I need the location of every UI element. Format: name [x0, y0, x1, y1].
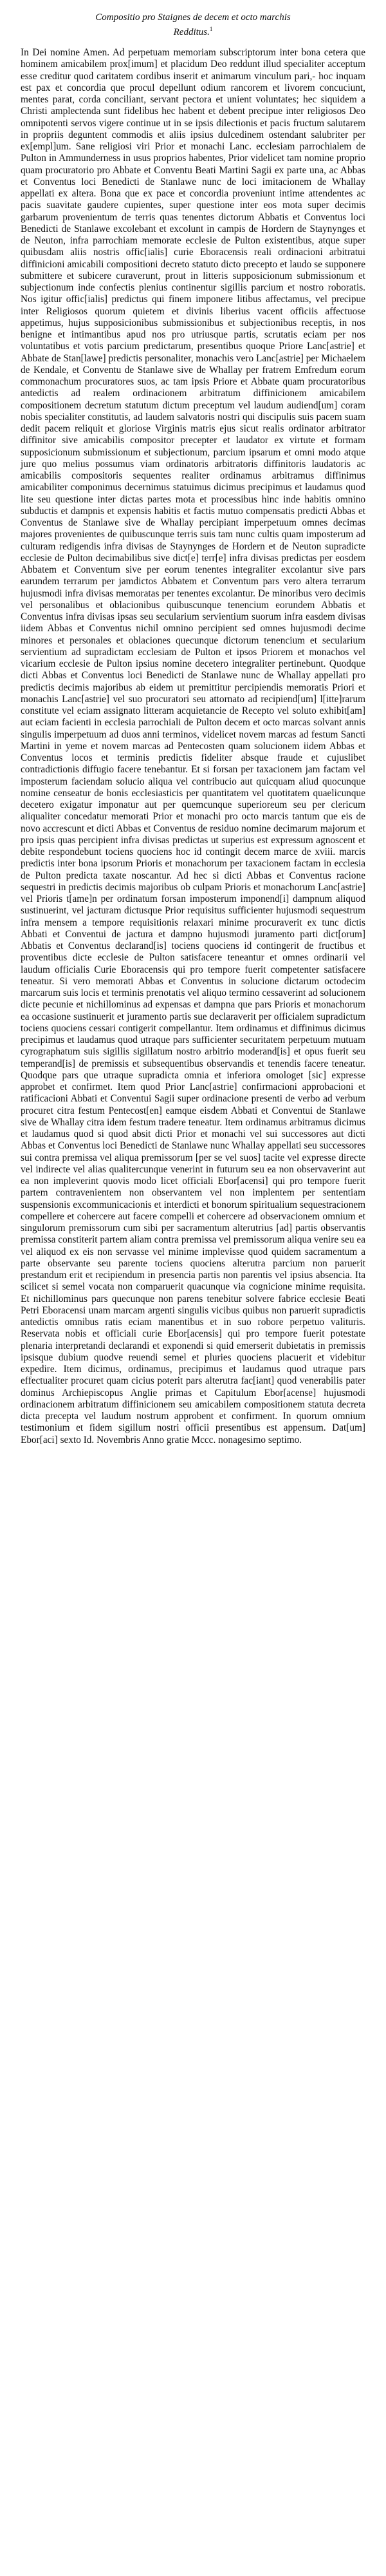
title-line-1: Compositio pro Staignes de decem et octo marchis: [95, 12, 291, 23]
footnote-mark: 1: [209, 26, 213, 32]
title-line-2-text: Redditus.: [173, 27, 210, 37]
title-line-2: [21, 23, 365, 38]
document-body-text: In Dei nomine Amen. Ad perpetuam memoriam subscriptorum inter bona cetera que hominem amicabilem prox[imum] et placidum Deo reddunt illud specialiter acceptum esse creditur quod caritatem cordibus inserit et animarum vinculum pari,- hoc inquam est pax et concordia que procul depellunt odium rancorem et livorem concuciunt, mentes parat, corda conciliant, servant pectora et unient voluntates; hec siquidem a Christi amplectenda sunt fidelibus hec habent et debent precipue inter religiosos Deo omnipotenti servos vigere continue ut in se ipsis dilectionis et pacis fructum salutarem in propriis deguntent commodis et aliis ipsius dulcedinem ostendant salubriter per ex[empl]um. Sane religiosi viri Prior et monachi Lanc. ecclesiam parrochialem de Pulton in Ammunderness in usus proprios habentes, Prior videlicet tam nomine proprio quam procuratorio pro Abbate et Conventu Beati Martini Sagii ex parte una, ac Abbas et Conventus loci Benedicti de Stanlawe nunc de loci imitacionem de Whallay appellati ex altera. Bona que ex pace et concordia proveniunt intime attendentes ac pacis suavitate gaudere cupientes, super questione inter eos mota super decimis garbarum provenientum de terris quas tenentes dictorum Abbatis et Conventus loci Benedicti de Stanlawe excolebant et excolunt in campis de Hordern de Staynynges et de Neuton, infra parrochiam memorate ecclesie de Pulton existentibus, atque super quibusdam aliis nostris offic[ialis] curie Eboracensis reali ordinacioni arbitratui diffinicioni amicabili compositioni decreto statuto dicto precepto et laudo se supponere submittere et subicere curaverunt, prout in litteris supposicionum submissionum et subjectionum inde confectis plenius continentur sigillis parcium et nostro roboratis. Nos igitur offic[ialis] predictus qui finem imponere litibus affectamus, vel precipue inter Religiosos quorum quietem et divinis liberius vacent officiis affectuose appetimus, hujus supposicionibus submissionibus et subjectionibus receptis, in nos benigne et intimantibus apud nos pro utriusque partis, scrutatis eciam per nos voluntatibus et votis parcium predictarum, presentibus quoque Priore Lanc[astrie] et Abbate de Stan[lawe] predictis personaliter, monachis vero Lanc[astrie] per Michaelem de Kendale, et Conventu de Stanlawe sive de Whallay per fratrem Emfredum eorum commonachum procuratores suos, ac tam ipsis Priore et Abbate quam procuratoribus antedictis ad realem ordinacionem arbitratum diffinicionem amicabilem compositionem decretum statutum dictum preceptum vel laudum audiend[um] coram nobis specialiter constitutis, ad laudem salvatoris nostri qui discipulis suis pacem suam dedit pacem reliquit et gloriose Virginis matris ejus sicut realis ordinator arbitrator diffinitor sive amicabilis compositor precepter et laudator ex virtute et formam supposicionum submissionum et subjectionum, parcium ipsarum et omni modo atque jure quo melius possumus viam ordinatoris arbitratoris diffinitoris laudatoris ac amicabilis compositoris sequentes realiter ordinamus arbitramus diffinimus amicabiliter componimus decernimus statuimus dicimus precipimus et laudamus quod lite seu questione inter dictas partes mota et processibus hinc inde habitis omnino subductis et dampnis et expensis habitis et factis mutuo compensatis predicti Abbas et Conventus de Stanlawe sive de Whallay percipiant imperpetuum omnes decimas majores provenientes de quibuscunque terris suis tam nunc cultis quam imposterum ad culturam redigendis infra divisas de Staynynges de Hordern et de Neuton supradicte ecclesie de Pulton decimabilibus sive dict[e] terr[e] infra divisas predictas per eosdem Abbatem et Conventum sive per eorum tenentes integraliter excolantur sive pars earundem terrarum per jamdictos Abbatem et Conventum pars vero altera terrarum hujusmodi infra divisas memoratas per tenentes excolantur. De minoribus vero decimis vel personalibus et oblacionibus quibuscunque tenencium eorundem Abbatis et Conventus infra divisas ipsas seu secularium servientium suorum infra easdem divisas iidem Abbas et Conventus nichil omnino percipient sed omnes hujusmodi decime minores et personales et oblaciones quecunque dictorum tenencium et secularium servientium ad supradictam ecclesiam de Pulton et ipsos Priorem et monachos vel vicarium ecclesie de Pulton ipsius nomine decetero integraliter pertinebunt. Quodque dicti Abbas et Conventus loci Benedicti de Stanlawe nunc de Whallay appellati pro predictis decimis majoribus ab eidem ut premittitur percipiendis memoratis Priori et monachis Lanc[astrie] vel suo procuratori seu attornato ad recipiend[um] l[itte]rarum constitute vel eciam assignato litteram acquietancie de Recepto vel soluto exhibit[am] aut eciam facienti in ecclesia parrochiali de Pulton decem et octo marcas solvant annis singulis imperpetuum ad duos anni terminos, videlicet novem marcas ad festum Sancti Martini in yeme et novem marcas ad Pentecosten quam solucionem iidem Abbas et Conventus locos et terminis predictis fideliter absque fraude et cujuslibet contradictionis diffugio facere tenebantur. Et si forsan per taxacionem jam factam vel imposterum faciendam solucio aliqua vel contribucio aut quicquam aliud quocunque nomine censeatur de bonis ecclesiasticis per quantitatem vel quotitatem quaelicunque decetero exigatur imponatur aut per quemcunque superioreum seu per clericum aliqualiter concedatur memorati Prior et monachi pro octo marcis tantum que eis de novo accrescunt et dicti Abbas et Conventus de residuo nomine decimarum majorum et pro ipsis quas percipient infra divisas predictas ut superius est expressum agnoscent et debite respondebunt tociens quociens hoc id contingit decem marce de xviii. marcis predictis inter bona ipsorum Prioris et monachorum per taxacionem factam in ecclesia de Pulton predicta taxate noscantur. Ad hec si dicti Abbas et Conventus racione sequestri in predictis decimis majoribus ob culpam Prioris et monachorum Lanc[astrie] vel Prioris t[ame]n per ordinatum forsan imposterum imponend[i] dampnum aliquod sustinuerint, vel jacturam dictusque Prior requisitus sufficienter hujusmodi sequestrum infra mensem a tempore requisitionis relaxari minime procuraverit ex tunc dictis Abbati et Conventui de jactura et dampno hujusmodi juramento parti dict[orum] Abbatis et Conventus declarand[is] tociens quociens id contingerit de fructibus et proventibus dicte ecclesie de Pulton satisfacere teneantur et omnes ordinarii vel laudum officialis Curie Eboracensis qui pro tempore fuerit competenter satisfacere teneatur. Si vero memorati Abbas et Conventus in solucione dictarum octodecim marcarum suis locis et terminis prenotatis vel aliquo termino cessaverint ad solucionem dicte pecunie et nichillominus ad expensas et dampna que pars Prioris et monachorum ea occasione sustinuerit et juramento partis sue declaraverit per officialem supradictum tociens quociens cessari contigerit compellantur. Item ordinamus et diffinimus dicimus precipimus et laudamus quod utraque pars sufficienter securitatem perpetuum mutuam cyrographatum suis sigillis sigillatum nostro arbitrio moderand[is] et opus fuerit seu temperand[is] de premissis et subsequentibus observandis et tenendis facere teneatur. Quodque pars que utraque supradicta omnia et inferiora omologet [sic] expresse approbet et confirmet. Item quod Prior Lanc[astrie] confirmacioni approbacioni et ratificacioni Abbati et Conventui Sagii super ordinacione presenti de verbo ad verbum procuret citra festum Pentecost[en] eamque eisdem Abbati et Conventui de Stanlawe sive de Whallay citra idem festum tradere teneatur. Item ordinamus arbitramus dicimus et laudamus quod si quod absit dicti Prior et monachi vel sui successores aut dicti Abbas et Conventus loci Benedicti de Stanlawe nunc Whallay appellati seu successores sui contra premissa vel aliqua premissorum [per se vel suos] tacite vel expresse directe vel indirecte vel alias qualitercunque venerint in futurum seu ea non observaverint aut ea non impleverint quovis modo licet officiali Ebor[acensi] qui pro tempore fuerit partem contravenientem non observantem vel non implentem per sententiam suspensionis excommunicacionis et interdicti et bonorum spiritualium sequestracionem compellere et cohercere aut facere compelli et cohercere ad observacionem omnium et singulorum premissorum cum sibi per sacramentum alterutrius [ad] partis observantis premissa constiterit partem aliam contra premissa vel premissorum aliqua venire seu ea vel aliquod ex eis non servasse vel minime implevisse quod quidem sacramentum a parte observante seu parente tociens quociens alterutra parcium non paruerit prestandum erit et recipiendum in presencia partis non parentis vel ipsius absencia. Ita scilicet si semel vocata non comparuerit quacunque via cognicione minime requisita. Et nichillominus pars quecunque non parens tenebitur solvere fabrice ecclesie Beati Petri Eboracensi unam marcam argenti singulis vicibus quibus non paruerit supradictis antedictis omnibus ratis eciam manentibus et in suo robore perpetuo valituris. Reservata nobis et officiali curie Ebor[acensis] qui pro tempore fuerit potestate plenaria interpretandi declarandi et exponendi si quid emerserit dubietatis in premissis ipsisque dubium quodve reuendi semel et pluries quociens placuerit et videbitur expedire. Item dicimus, ordinamus, precipimus et laudamus quod utraque pars effectualiter procuret quam cicius poterit pars alterutra fac[iant] quod venerabilis pater dominus Archiepiscopus Anglie primas et Capitulum Ebor[acense] hujusmodi ordinacionem arbitratum diffinicionem seu amicabilem compositionem statuta decreta dicta precepta vel laudum nostrum approbent et confirment. In quorum omnium testimonium et fidem sigillum nostri officii presentibus est appensum. Dat[um] Ebor[aci] sexto Id. Novembris Anno gratie Mccc. nonagesimo septimo.: [21, 47, 365, 1445]
document-title: [21, 12, 365, 38]
